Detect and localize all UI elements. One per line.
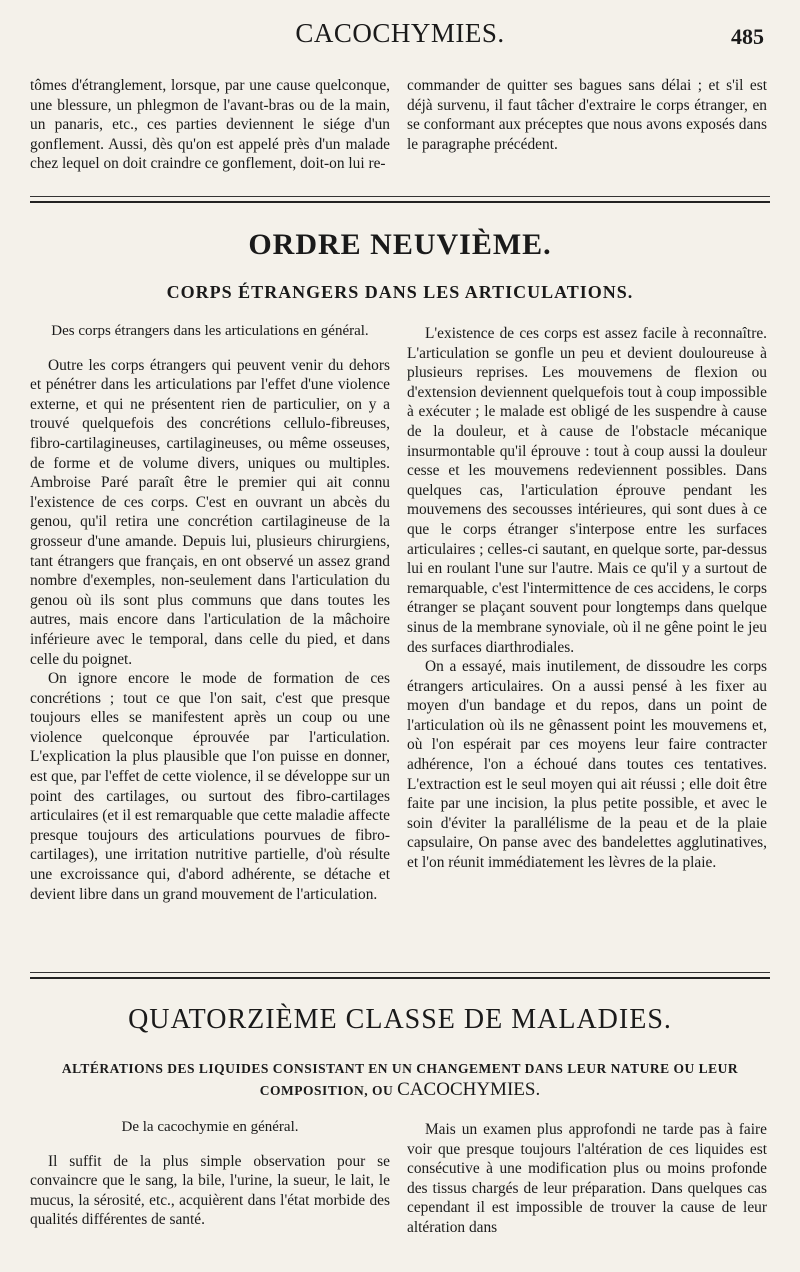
top-right-paragraph: commander de quitter ses bagues sans délai ; et s'il est déjà survenu, il faut tâcher d'extraire le corps étranger, en se conformant aux préceptes que nous avons exposés dans le paragraphe précédent. bbox=[407, 77, 767, 153]
top-right-column bbox=[407, 76, 767, 154]
paragraph: Mais un examen plus approfondi ne tarde pas à faire voir que presque toujours l'altération de ces liquides est consécutive à une modification plus ou moins profonde des tissus chargés de leur préparation. Dans quelques cas cependant il est impossible de trouver la cause de leur altération dans bbox=[407, 1121, 767, 1236]
subsection-heading: De la cacochymie en général. bbox=[121, 1119, 299, 1135]
running-head bbox=[0, 18, 800, 54]
class-subtitle-line2 bbox=[0, 1079, 800, 1101]
paragraph: On ignore encore le mode de formation de ces concrétions ; tout ce que l'on sait, c'est que presque toujours elles se manifestent après un coup ou une violence quelconque éprouvée par l'articulation. L'explication la plus plausible que l'on puisse en donner, est que, par l'effet de cette violence, il se développe sur un point des cartilages, ou surtout des fibro-cartilages articulaires (et il est remarquable que cette maladie affecte presque toujours des articulations pourvues de fibro-cartilages), une irritation nutritive partielle, d'où résulte une excroissance qui, d'abord adhérente, se détache et devient libre dans un grand mouvement de l'articulation. bbox=[30, 670, 390, 903]
class-divider-rule bbox=[30, 972, 770, 979]
top-left-paragraph: tômes d'étranglement, lorsque, par une cause quelconque, une blessure, un phlegmon de l'avant-bras ou de la main, un panaris, etc., ces parties deviennent le siége d'un gonflement. Aussi, dès qu'on est appelé près d'un malade chez lequel on doit craindre ce gonflement, doit-on lui re- bbox=[30, 77, 390, 173]
page-number: 485 bbox=[731, 24, 764, 49]
class-subtitle-line1: ALTÉRATIONS DES LIQUIDES CONSISTANT EN UN CHANGEMENT DANS LEUR NATURE OU LEUR bbox=[61, 1061, 739, 1076]
class-subtitle-small: COMPOSITION, OU bbox=[259, 1083, 394, 1098]
class-title: QUATORZIÈME CLASSE DE MALADIES. bbox=[128, 1004, 672, 1035]
section9-left-column bbox=[30, 322, 390, 904]
class14-right-column bbox=[407, 1120, 767, 1238]
paragraph: Il suffit de la plus simple observation pour se convaincre que le sang, la bile, l'urine, la sueur, le lait, le mucus, la sérosité, etc., acquièrent dans l'état morbide des qualités différentes de santé. bbox=[30, 1152, 390, 1229]
paragraph: L'existence de ces corps est assez facile à reconnaître. L'articulation se gonfle un peu et devient douloureuse à plusieurs reprises. Les mouvemens de flexion ou d'extension deviennent quelquefois tout à coup impossible à exécuter ; le malade est obligé de les suspendre à cause de la douleur, et à cause de l'obstacle mécanique insurmontable qu'il éprouve : tout à coup aussi la douleur cesse et les mouvemens redeviennent possibles. Dans quelques cas, l'articulation éprouve pendant les mouvemens des secousses intérieures, qui sont dues à ce que le corps étranger s'interpose entre les surfaces articulaires ; celles-ci sautant, en quelque sorte, par-dessus lui en roulant l'une sur l'autre. Mais ce qu'il y a surtout de remarquable, c'est l'intermittence de ces accidens, le corps étranger se plaçant souvent pour longtemps dans quelque sinus de la membrane synoviale, où il ne gêne point le jeu des surfaces diarthrodiales. bbox=[407, 325, 767, 656]
top-left-column bbox=[30, 76, 390, 174]
section9-right-column bbox=[407, 324, 767, 873]
section-title: CORPS ÉTRANGERS DANS LES ARTICULATIONS. bbox=[166, 282, 634, 302]
section-divider-rule bbox=[30, 196, 770, 203]
paragraph: On a essayé, mais inutilement, de dissoudre les corps étrangers articulaires. On a aussi pensé à les fixer au moyen d'un bandage et du repos, dans un point de l'articulation où ils ne gênassent point les mouvemens et, où l'on espérait par ces moyens leur faire contracter adhérence, l'on a échoué dans toutes ces tentatives. L'extraction est le seul moyen qui ait réussi ; elle doit être faite par une incision, la plus petite possible, et avec le soin d'éviter la parallélisme de la peau et de la plaie capsulaire, On panse avec des bandelettes agglutinatives, et l'on réunit immédiatement les lèvres de la plaie. bbox=[407, 658, 767, 872]
subsection-heading: Des corps étrangers dans les articulations en général. bbox=[51, 323, 369, 339]
class-subtitle bbox=[0, 1058, 800, 1101]
order-title: ORDRE NEUVIÈME. bbox=[248, 228, 552, 261]
running-title: CACOCHYMIES. bbox=[295, 18, 505, 48]
class14-left-column bbox=[30, 1118, 390, 1230]
class-subtitle-large: CACOCHYMIES. bbox=[397, 1079, 541, 1100]
paragraph: Outre les corps étrangers qui peuvent venir du dehors et pénétrer dans les articulations par l'effet d'une violence externe, et qui ne présentent rien de particulier, on y a trouvé quelquefois des concrétions cellulo-fibreuses, fibro-cartilagineuses, cartilagineuses, ou même osseuses, de forme et de volume divers, uniques ou multiples. Ambroise Paré paraît être le premier qui ait connu l'existence de ces corps. C'est en ouvrant un abcès du genou, qu'il retira une concrétion cartilagineuse de la grosseur d'une amande. Depuis lui, plusieurs chirurgiens, tant étrangers que français, en ont observé un assez grand nombre d'exemples, non-seulement dans l'articulation du genou où ils sont plus communs que dans toutes les autres, mais encore dans l'articulation de la mâchoire inférieure avec le temporal, dans celle du pied, et dans celle du poignet. bbox=[30, 356, 390, 668]
